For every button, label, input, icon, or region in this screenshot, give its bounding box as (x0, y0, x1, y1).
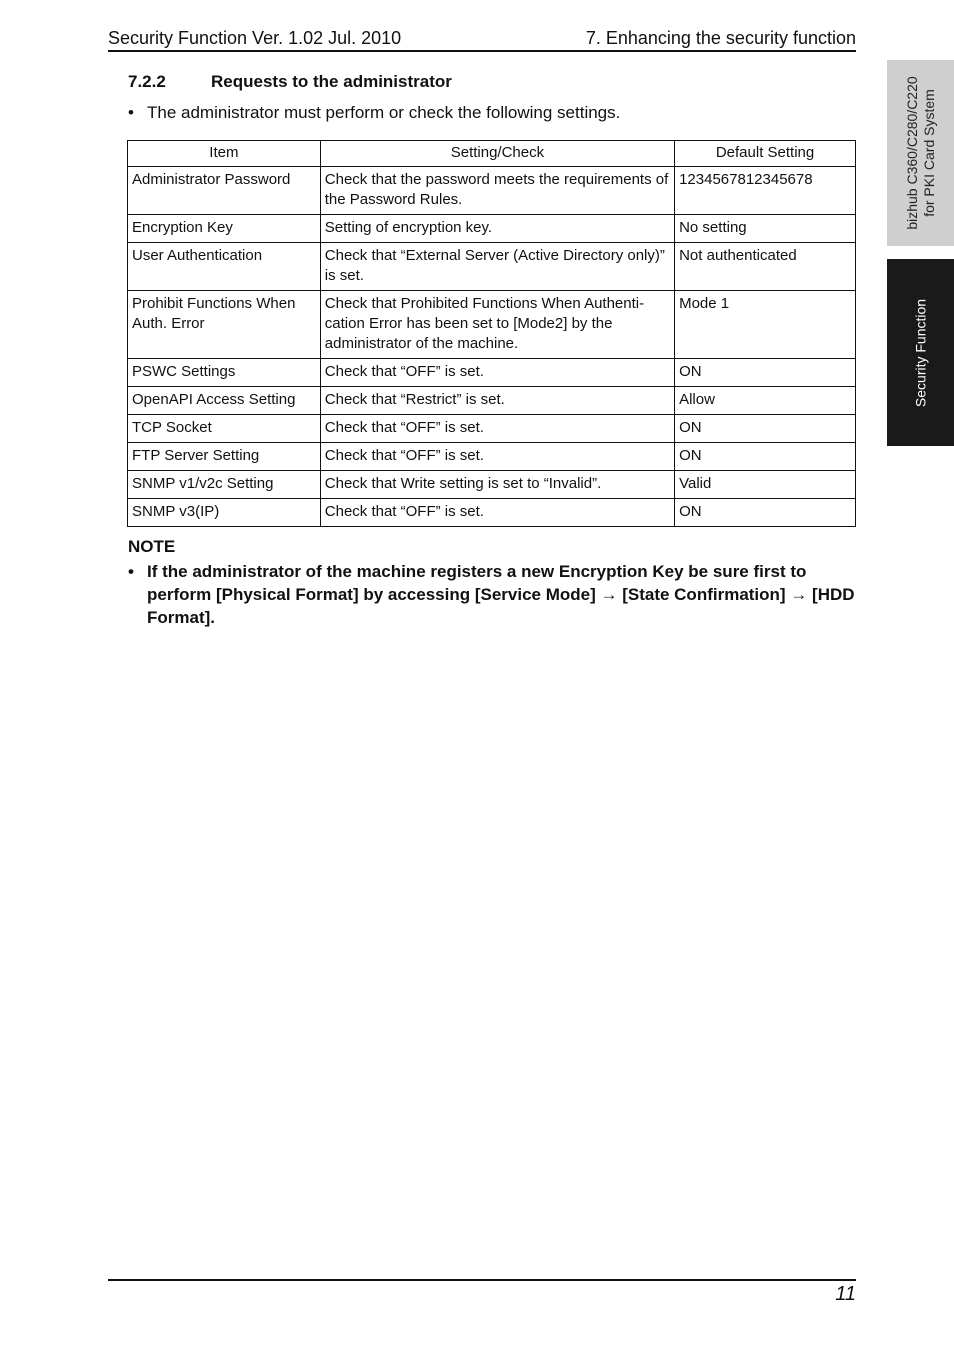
side-tab-product-text (904, 76, 938, 229)
header-setting-check: Setting/Check (320, 141, 674, 167)
table-row (128, 243, 856, 291)
side-tab-product (887, 60, 954, 246)
cell-default-setting: Allow (675, 387, 856, 415)
side-tab-chapter-text: Security Function (912, 298, 928, 407)
table-row (128, 471, 856, 499)
note-text: If the administrator of the machine registers a new Encryption Key be sure first to perform [Physical Format] by accessing [Service Mode] → [State Confirmation] → [HDD Format]. (147, 562, 855, 627)
section-number: 7.2.2 (128, 72, 166, 91)
table-row (128, 415, 856, 443)
cell-setting-check: Check that Prohibited Functions When Authenti-cation Error has been set to [Mode2] by the administrator of the machine. (320, 291, 674, 359)
cell-setting-check: Check that “OFF” is set. (320, 415, 674, 443)
cell-default-setting: Mode 1 (675, 291, 856, 359)
table-row (128, 443, 856, 471)
cell-setting-check: Check that the password meets the requirements of the Password Rules. (320, 167, 674, 215)
section-heading (128, 72, 452, 92)
cell-setting-check: Setting of encryption key. (320, 215, 674, 243)
cell-item: User Authentication (128, 243, 321, 291)
cell-item: Prohibit Functions When Auth. Error (128, 291, 321, 359)
cell-default-setting: ON (675, 415, 856, 443)
cell-setting-check: Check that “External Server (Active Directory only)” is set. (320, 243, 674, 291)
note-bullet: • (128, 562, 134, 581)
cell-default-setting: ON (675, 359, 856, 387)
cell-setting-check: Check that “Restrict” is set. (320, 387, 674, 415)
cell-item: SNMP v3(IP) (128, 499, 321, 527)
cell-item: Administrator Password (128, 167, 321, 215)
cell-item: SNMP v1/v2c Setting (128, 471, 321, 499)
cell-default-setting: Not authenticated (675, 243, 856, 291)
table-row (128, 359, 856, 387)
intro-text: The administrator must perform or check the following settings. (147, 103, 621, 122)
footer-rule (108, 1279, 856, 1281)
cell-setting-check: Check that Write setting is set to “Invalid”. (320, 471, 674, 499)
cell-default-setting: ON (675, 499, 856, 527)
intro-bullet: • (128, 103, 134, 122)
table-row (128, 291, 856, 359)
cell-setting-check: Check that “OFF” is set. (320, 443, 674, 471)
side-tab-product-line1: bizhub C360/C280/C220 (903, 76, 920, 230)
settings-table (127, 140, 856, 527)
header-default-setting: Default Setting (675, 141, 856, 167)
cell-item: Encryption Key (128, 215, 321, 243)
table-row (128, 167, 856, 215)
side-tab-product-line2: for PKI Card System (920, 89, 937, 217)
cell-default-setting: Valid (675, 471, 856, 499)
header-item: Item (128, 141, 321, 167)
cell-default-setting: No setting (675, 215, 856, 243)
table-row (128, 215, 856, 243)
side-tab-chapter (887, 259, 954, 446)
cell-setting-check: Check that “OFF” is set. (320, 359, 674, 387)
page-number: 11 (835, 1283, 856, 1305)
cell-default-setting: 1234567812345678 (675, 167, 856, 215)
cell-item: TCP Socket (128, 415, 321, 443)
intro-paragraph (128, 103, 620, 123)
header-document-title: Security Function Ver. 1.02 Jul. 2010 (108, 28, 402, 48)
cell-item: OpenAPI Access Setting (128, 387, 321, 415)
note-item (128, 560, 856, 629)
cell-default-setting: ON (675, 443, 856, 471)
cell-item: FTP Server Setting (128, 443, 321, 471)
header-chapter-title: 7. Enhancing the security function (585, 28, 856, 48)
note-label: NOTE (128, 537, 176, 556)
table-row (128, 499, 856, 527)
cell-item: PSWC Settings (128, 359, 321, 387)
table-row (128, 387, 856, 415)
page-header (108, 26, 856, 52)
cell-setting-check: Check that “OFF” is set. (320, 499, 674, 527)
section-title: Requests to the administrator (211, 72, 452, 91)
table-header-row (128, 141, 856, 167)
